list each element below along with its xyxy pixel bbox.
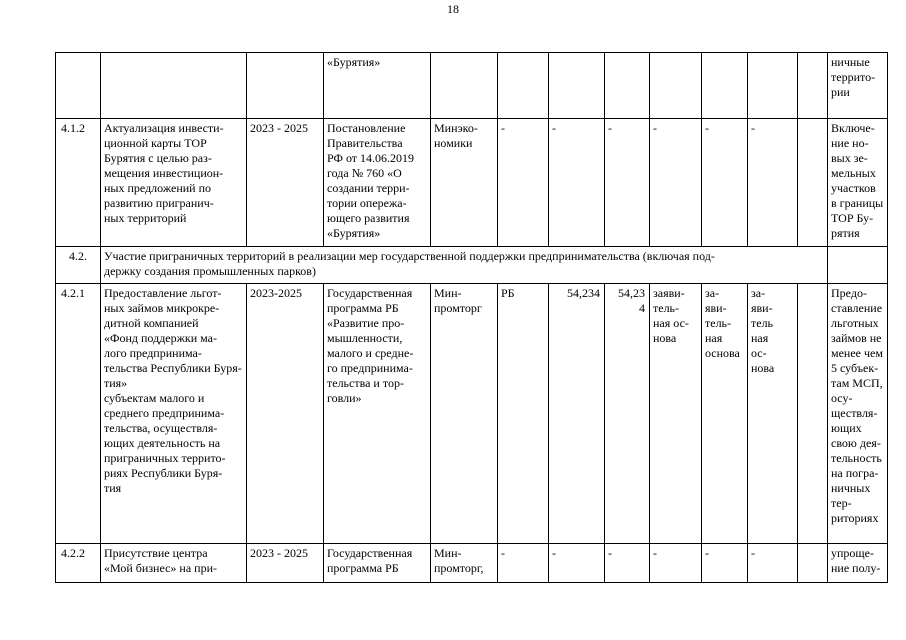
program-table (55, 52, 888, 583)
cell-number: 4.2.2 (56, 544, 101, 583)
cell-period: 2023 - 2025 (247, 544, 324, 583)
cell-executor: Мин- промторг (431, 284, 498, 544)
cell-year-3: - (702, 544, 748, 583)
cell-empty (828, 247, 888, 284)
cell-number (56, 53, 101, 119)
cell-basis: Государственная программа РБ (324, 544, 431, 583)
section-number: 4.2. (56, 247, 101, 284)
cell-activity: Предоставление льгот- ных займов микрокре- дитной компанией «Фонд поддержки ма- лого предпринима- тельства Республики Буря- тия» субъектам малого и среднего предпринима- тельства, осуществля- ющих деятельность на приграничных террито- риях Республики Буря- тия (101, 284, 247, 544)
cell-result: ничные террито- рии (828, 53, 888, 119)
cell-number: 4.1.2 (56, 119, 101, 247)
cell-source: - (498, 544, 549, 583)
cell-year-4: - (748, 544, 798, 583)
table-row (56, 544, 888, 583)
cell-executor: Мин- промторг, (431, 544, 498, 583)
cell-activity: Присутствие центра «Мой бизнес» на при- (101, 544, 247, 583)
cell-year-4: - (748, 119, 798, 247)
cell-executor (431, 53, 498, 119)
cell-result: упроще- ние полу- (828, 544, 888, 583)
cell-total: - (549, 544, 605, 583)
cell-year-1: - (605, 119, 650, 247)
cell-number: 4.2.1 (56, 284, 101, 544)
cell-year-3 (702, 53, 748, 119)
cell-year-2: заяви- тель- ная ос- нова (650, 284, 702, 544)
cell-year-1: 54,23 4 (605, 284, 650, 544)
page-number: 18 (447, 2, 459, 16)
cell-empty (798, 544, 828, 583)
cell-period (247, 53, 324, 119)
cell-year-4: за- яви- тель ная ос- нова (748, 284, 798, 544)
cell-activity (101, 53, 247, 119)
cell-empty (798, 53, 828, 119)
cell-year-1: - (605, 544, 650, 583)
section-title: Участие приграничных территорий в реализации мер государственной поддержки предпринимательства (включая под- держку создания промышленных парков) (101, 247, 828, 284)
cell-year-3: - (702, 119, 748, 247)
table-row (56, 284, 888, 544)
cell-basis: «Бурятия» (324, 53, 431, 119)
cell-source: РБ (498, 284, 549, 544)
table-row (56, 119, 888, 247)
table-row (56, 53, 888, 119)
cell-basis: Постановление Правительства РФ от 14.06.2019 года № 760 «О создании терри- тории опережа- ющего развития «Бурятия» (324, 119, 431, 247)
cell-total (549, 53, 605, 119)
cell-total: 54,234 (549, 284, 605, 544)
cell-empty (798, 119, 828, 247)
cell-year-4 (748, 53, 798, 119)
cell-basis: Государственная программа РБ «Развитие про- мышленности, малого и средне- го предпринима- тельства и тор- говли» (324, 284, 431, 544)
cell-executor: Минэко- номики (431, 119, 498, 247)
section-row (56, 247, 888, 284)
cell-source: - (498, 119, 549, 247)
cell-empty (798, 284, 828, 544)
cell-period: 2023-2025 (247, 284, 324, 544)
cell-result: Предо- ставление льготных займов не менее чем 5 субъек- там МСП, осу- ществля- ющих свою дея- тельность на погра- ничных тер- риториях (828, 284, 888, 544)
cell-year-1 (605, 53, 650, 119)
cell-year-2: - (650, 544, 702, 583)
cell-period: 2023 - 2025 (247, 119, 324, 247)
cell-year-2: - (650, 119, 702, 247)
cell-year-3: за- яви- тель- ная основа (702, 284, 748, 544)
cell-activity: Актуализация инвести- ционной карты ТОР Бурятия с целью раз- мещения инвестицион- ных предложений по развитию пригранич- ных территорий (101, 119, 247, 247)
cell-result: Включе- ние но- вых зе- мельных участков в границы ТОР Бу- рятия (828, 119, 888, 247)
cell-total: - (549, 119, 605, 247)
cell-year-2 (650, 53, 702, 119)
cell-source (498, 53, 549, 119)
